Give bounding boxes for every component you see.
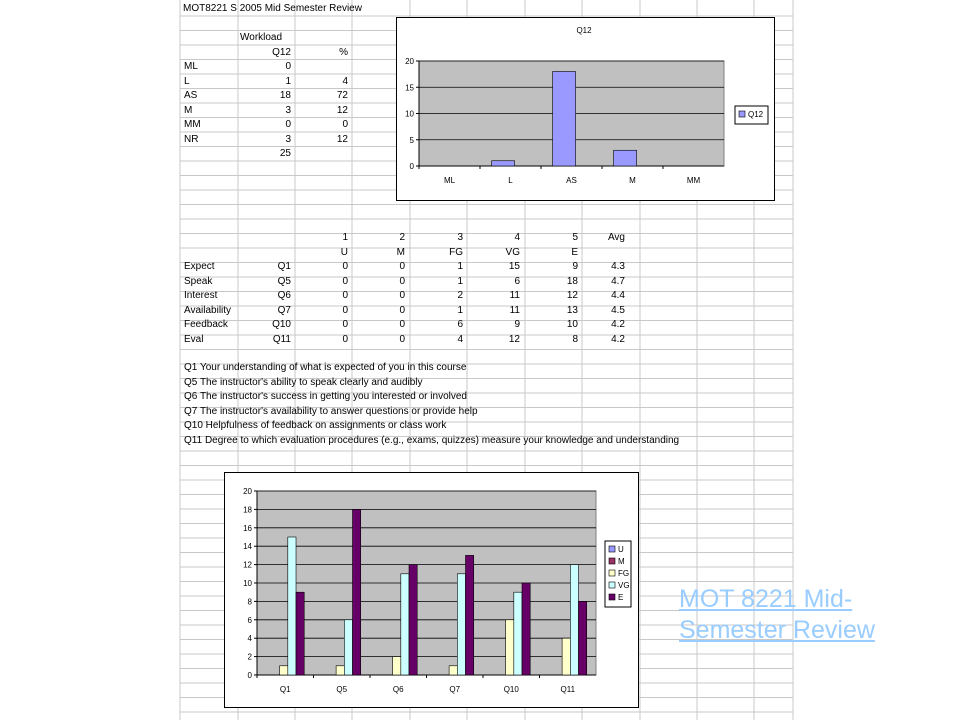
- workload-row-label: M: [184, 104, 193, 116]
- question-note: Q1 Your understanding of what is expected of you in this course: [184, 362, 467, 373]
- ratings-row-value: 0: [342, 333, 348, 345]
- ratings-row-name: Interest: [184, 290, 218, 301]
- ratings-row-value: 1: [457, 275, 463, 287]
- bar-q12-as: [553, 72, 576, 167]
- ratings-row-value: 4: [457, 333, 463, 345]
- ratings-scale-number: 2: [399, 232, 405, 243]
- y-tick-label: 2: [247, 652, 252, 662]
- question-note: Q5 The instructor's ability to speak clearly and audibly: [184, 376, 423, 388]
- bar-e-q7: [466, 555, 474, 675]
- ratings-row-value: 1: [457, 304, 463, 316]
- y-tick-label: 14: [243, 542, 252, 552]
- x-tick-label: Q1: [279, 685, 291, 694]
- bar-vg-q1: [288, 537, 296, 675]
- bar-vg-q10: [514, 592, 522, 675]
- workload-row-label: AS: [184, 90, 198, 101]
- x-tick-label: Q7: [449, 685, 461, 694]
- legend-swatch: [609, 582, 615, 588]
- bar-vg-q7: [457, 574, 465, 675]
- legend-label: M: [618, 557, 625, 566]
- ratings-row-value: 0: [342, 304, 348, 316]
- ratings-scale-code: U: [340, 246, 348, 258]
- ratings-chart[interactable]: [224, 472, 639, 708]
- ratings-row-question: Q5: [277, 275, 291, 287]
- y-tick-label: 20: [405, 57, 414, 66]
- chart-legend: [605, 541, 631, 607]
- y-tick-label: 18: [243, 505, 252, 515]
- ratings-row-value: 0: [342, 261, 348, 272]
- ratings-row-avg: 4.7: [611, 275, 625, 287]
- question-note: Q11 Degree to which evaluation procedures (e.g., exams, quizzes) measure your knowledge and understanding: [184, 434, 680, 446]
- x-tick-label: Q10: [503, 685, 519, 694]
- ratings-row-value: 0: [342, 319, 348, 330]
- y-tick-label: 15: [405, 83, 414, 93]
- y-tick-label: 0: [247, 671, 252, 680]
- workload-pct-label: %: [339, 46, 348, 58]
- workload-row-count: 3: [285, 104, 291, 116]
- ratings-scale-number: 5: [572, 232, 578, 243]
- bar-e-q5: [353, 509, 361, 675]
- legend-label: U: [618, 545, 624, 554]
- chart-legend: [735, 106, 768, 124]
- ratings-row-value: 12: [566, 290, 578, 301]
- sheet-title: MOT8221 S 2005 Mid Semester Review: [183, 3, 362, 14]
- y-tick-label: 20: [243, 487, 252, 496]
- ratings-row-value: 6: [457, 319, 463, 330]
- ratings-row-value: 2: [457, 290, 463, 301]
- workload-row-count: 18: [279, 90, 291, 101]
- x-tick-label: Q5: [336, 685, 348, 694]
- ratings-row-name: Feedback: [184, 319, 228, 330]
- question-note: Q10 Helpfulness of feedback on assignments or class work: [184, 420, 447, 431]
- bar-fg-q1: [280, 666, 288, 675]
- ratings-row-value: 9: [572, 261, 578, 272]
- y-tick-label: 4: [247, 634, 252, 644]
- ratings-chart-svg: [225, 473, 638, 707]
- ratings-row-value: 9: [514, 319, 520, 330]
- bar-e-q11: [579, 601, 587, 675]
- ratings-scale-number: 4: [514, 232, 520, 243]
- ratings-row-value: 0: [399, 275, 405, 287]
- workload-row-pct: 12: [336, 104, 348, 116]
- workload-header: Workload: [240, 32, 283, 43]
- x-tick-label: Q11: [560, 685, 576, 694]
- legend-label: VG: [618, 581, 630, 590]
- y-tick-label: 10: [405, 109, 414, 119]
- workload-row-pct: 0: [342, 119, 348, 130]
- workload-row-label: L: [184, 75, 190, 87]
- ratings-row-avg: 4.2: [611, 333, 625, 345]
- legend-label: FG: [618, 569, 630, 578]
- ratings-row-name: Expect: [184, 261, 215, 272]
- workload-row-pct: 72: [336, 90, 348, 101]
- ratings-row-value: 13: [566, 304, 578, 316]
- bar-fg-q5: [336, 666, 344, 675]
- ratings-row-value: 12: [508, 333, 520, 345]
- legend-label: Q12: [748, 110, 764, 119]
- q12-chart[interactable]: [396, 17, 775, 201]
- ratings-row-value: 15: [508, 261, 520, 272]
- ratings-avg-header: Avg: [607, 232, 625, 243]
- ratings-row-value: 0: [399, 261, 405, 272]
- workload-row-count: 0: [285, 61, 291, 72]
- y-tick-label: 6: [247, 615, 252, 625]
- ratings-row-avg: 4.4: [611, 290, 625, 301]
- ratings-row-value: 18: [566, 275, 578, 287]
- ratings-scale-number: 1: [342, 232, 348, 243]
- question-note: Q6 The instructor's success in getting you interested or involved: [184, 391, 467, 402]
- ratings-row-value: 0: [342, 290, 348, 301]
- x-tick-label: MM: [686, 176, 701, 185]
- q12-chart-title: Q12: [576, 26, 592, 35]
- bar-fg-q6: [393, 657, 401, 675]
- ratings-row-value: 10: [566, 319, 578, 330]
- x-tick-label: ML: [443, 176, 456, 185]
- bar-e-q1: [296, 592, 304, 675]
- ratings-row-avg: 4.5: [611, 304, 625, 316]
- bar-q12-l: [492, 161, 515, 166]
- ratings-row-question: Q1: [277, 261, 291, 272]
- ratings-row-question: Q6: [277, 290, 291, 301]
- question-note: Q7 The instructor's availability to answer questions or provide help: [184, 405, 478, 417]
- bar-vg-q6: [401, 574, 409, 675]
- ratings-scale-code: FG: [449, 246, 463, 258]
- workload-row-label: MM: [184, 119, 201, 130]
- ratings-row-value: 0: [399, 304, 405, 316]
- bar-e-q10: [522, 583, 530, 675]
- ratings-row-name: Speak: [184, 275, 213, 287]
- ratings-row-question: Q7: [277, 304, 291, 316]
- ratings-row-value: 6: [514, 275, 520, 287]
- ratings-row-avg: 4.2: [611, 319, 625, 330]
- x-tick-label: AS: [566, 176, 577, 185]
- ratings-scale-code: VG: [505, 246, 520, 258]
- legend-swatch: [739, 111, 745, 117]
- bar-vg-q5: [344, 620, 352, 675]
- ratings-row-value: 11: [509, 290, 520, 301]
- legend-label: E: [618, 593, 624, 602]
- q12-chart-svg: [397, 18, 774, 200]
- ratings-row-avg: 4.3: [611, 261, 625, 272]
- workload-row-count: 1: [285, 75, 291, 87]
- workload-row-count: 0: [285, 119, 291, 130]
- bar-e-q6: [409, 565, 417, 675]
- x-tick-label: M: [629, 176, 636, 185]
- y-tick-label: 0: [409, 162, 414, 171]
- ratings-row-value: 1: [457, 261, 463, 272]
- ratings-scale-code: E: [571, 246, 578, 258]
- bar-vg-q11: [570, 565, 578, 675]
- bar-fg-q7: [449, 666, 457, 675]
- y-tick-label: 16: [243, 523, 252, 533]
- workload-row-count: 3: [285, 133, 291, 145]
- workload-row-label: ML: [184, 61, 198, 72]
- y-tick-label: 10: [243, 579, 252, 588]
- ratings-row-value: 8: [572, 333, 578, 345]
- legend-swatch: [609, 594, 615, 600]
- ratings-row-value: 0: [342, 275, 348, 287]
- ratings-scale-number: 3: [457, 232, 463, 243]
- legend-swatch: [609, 546, 615, 552]
- ratings-row-value: 0: [399, 290, 405, 301]
- legend-swatch: [609, 570, 615, 576]
- ratings-scale-code: M: [396, 246, 405, 258]
- ratings-row-value: 0: [399, 319, 405, 330]
- y-tick-label: 8: [247, 597, 252, 607]
- bar-fg-q10: [506, 620, 514, 675]
- legend-swatch: [609, 558, 615, 564]
- ratings-row-name: Eval: [184, 333, 204, 345]
- ratings-row-value: 0: [399, 333, 405, 345]
- ratings-row-question: Q10: [272, 319, 291, 330]
- y-tick-label: 12: [243, 560, 252, 570]
- ratings-row-name: Availability: [184, 304, 232, 316]
- bar-q12-m: [614, 150, 637, 166]
- caption-link[interactable]: MOT 8221 Mid-Semester Review: [679, 585, 875, 644]
- workload-row-pct: 12: [336, 133, 348, 145]
- ratings-row-question: Q11: [272, 333, 291, 345]
- y-tick-label: 5: [409, 135, 414, 145]
- x-tick-label: L: [508, 176, 513, 185]
- workload-q12-label: Q12: [272, 46, 291, 58]
- ratings-row-value: 11: [509, 304, 520, 316]
- bar-fg-q11: [562, 638, 570, 675]
- x-tick-label: Q6: [392, 685, 404, 694]
- workload-row-label: NR: [184, 133, 199, 145]
- workload-total: 25: [279, 148, 291, 159]
- workload-row-pct: 4: [342, 75, 348, 87]
